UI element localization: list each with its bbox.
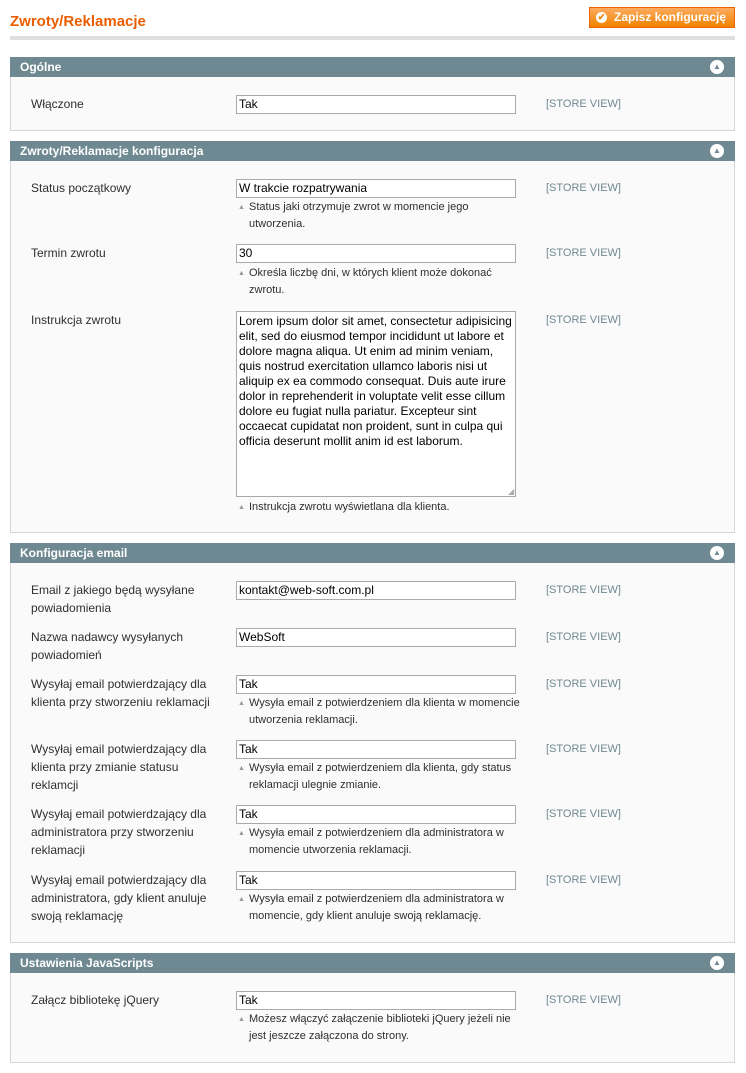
save-config-button[interactable] bbox=[589, 7, 735, 28]
collapse-arrow-up-icon[interactable]: ▲ bbox=[710, 956, 724, 970]
initial-status-select[interactable]: W trakcie rozpatrywania bbox=[236, 179, 516, 198]
triangle-up-icon: ▲ bbox=[238, 700, 245, 707]
field-label: Email z jakiego będą wysyłane powiadomienia bbox=[31, 583, 195, 615]
jquery-select[interactable]: Tak bbox=[236, 991, 516, 1010]
section-general-title: Ogólne bbox=[20, 60, 62, 74]
field-label: Status początkowy bbox=[31, 181, 132, 195]
scope-label: [STORE VIEW] bbox=[546, 808, 621, 820]
save-config-label: Zapisz konfigurację bbox=[614, 10, 727, 24]
triangle-up-icon: ▲ bbox=[238, 896, 245, 903]
scope-label: [STORE VIEW] bbox=[546, 678, 621, 690]
field-note bbox=[236, 891, 526, 925]
section-general bbox=[10, 57, 735, 131]
field-note-text: Status jaki otrzymuje zwrot w momencie jego utworzenia. bbox=[249, 201, 469, 230]
field-note bbox=[236, 499, 526, 516]
field-label: Termin zwrotu bbox=[31, 246, 106, 260]
scope-label: [STORE VIEW] bbox=[546, 314, 621, 326]
check-circle-icon: ✔ bbox=[597, 12, 606, 22]
confirm-admin-create-select[interactable]: Tak bbox=[236, 805, 516, 824]
section-returns bbox=[10, 141, 735, 533]
section-javascripts-header[interactable] bbox=[10, 953, 735, 973]
collapse-arrow-up-icon[interactable]: ▲ bbox=[710, 144, 724, 158]
field-note bbox=[236, 265, 526, 299]
scope-label: [STORE VIEW] bbox=[546, 247, 621, 259]
field-note-text: Wysyła email z potwierdzeniem dla klienta w momencie utworzenia reklamacji. bbox=[249, 697, 520, 726]
triangle-up-icon: ▲ bbox=[238, 830, 245, 837]
field-label: Wysyłaj email potwierdzający dla klienta przy stworzeniu reklamacji bbox=[31, 677, 210, 709]
scope-label: [STORE VIEW] bbox=[546, 743, 621, 755]
resize-grip-icon[interactable]: ◢ bbox=[508, 487, 515, 496]
section-general-header[interactable] bbox=[10, 57, 735, 77]
field-note bbox=[236, 760, 526, 794]
triangle-up-icon: ▲ bbox=[238, 1016, 245, 1023]
triangle-up-icon: ▲ bbox=[238, 765, 245, 772]
triangle-up-icon: ▲ bbox=[238, 504, 245, 511]
field-label: Wysyłaj email potwierdzający dla administratora przy stworzeniu reklamacji bbox=[31, 807, 207, 857]
field-label: Włączone bbox=[31, 97, 84, 111]
section-javascripts bbox=[10, 953, 735, 1063]
field-note bbox=[236, 1011, 526, 1045]
scope-label: [STORE VIEW] bbox=[546, 994, 621, 1006]
field-note-text: Możesz włączyć załączenie biblioteki jQuery jeżeli nie jest jeszcze załączona do strony. bbox=[249, 1013, 511, 1042]
section-email bbox=[10, 543, 735, 943]
field-label: Instrukcja zwrotu bbox=[31, 313, 122, 327]
field-note-text: Wysyła email z potwierdzeniem dla klienta, gdy status reklamacji ulegnie zmianie. bbox=[249, 762, 512, 791]
instruction-textarea[interactable] bbox=[236, 311, 516, 497]
scope-label: [STORE VIEW] bbox=[546, 874, 621, 886]
sender-email-input[interactable]: kontakt@web-soft.com.pl bbox=[236, 581, 516, 600]
field-label: Nazwa nadawcy wysyłanych powiadomień bbox=[31, 630, 184, 662]
section-returns-title: Zwroty/Reklamacje konfiguracja bbox=[20, 144, 204, 158]
triangle-up-icon: ▲ bbox=[238, 270, 245, 277]
page-title: Zwroty/Reklamacje bbox=[10, 13, 146, 30]
field-note-text: Instrukcja zwrotu wyświetlana dla klienta. bbox=[249, 501, 450, 513]
field-note-text: Określa liczbę dni, w których klient może dokonać zwrotu. bbox=[249, 267, 492, 296]
scope-label: [STORE VIEW] bbox=[546, 98, 621, 110]
instruction-text: Lorem ipsum dolor sit amet, consectetur adipisicing elit, sed do eiusmod tempor incididunt ut labore et dolore magna aliqua. Ut enim ad minim veniam, quis nostrud exercitation ullamco laboris nisi ut aliquip ex ea commodo consequat. Duis aute irure dolor in reprehenderit in voluptate velit esse cillum dolore eu fugiat nulla pariatur. Excepteur sint occaecat cupidatat non proident, sunt in culpa qui officia deserunt mollit anim id est laborum. bbox=[239, 314, 512, 448]
collapse-arrow-up-icon[interactable]: ▲ bbox=[710, 60, 724, 74]
field-note bbox=[236, 199, 526, 233]
confirm-admin-cancel-select[interactable]: Tak bbox=[236, 871, 516, 890]
header-divider bbox=[10, 36, 735, 40]
section-javascripts-title: Ustawienia JavaScripts bbox=[20, 956, 154, 970]
confirm-customer-create-select[interactable]: Tak bbox=[236, 675, 516, 694]
page-header bbox=[0, 0, 746, 36]
scope-label: [STORE VIEW] bbox=[546, 631, 621, 643]
sender-name-input[interactable]: WebSoft bbox=[236, 628, 516, 647]
section-email-header[interactable] bbox=[10, 543, 735, 563]
scope-label: [STORE VIEW] bbox=[546, 584, 621, 596]
field-label: Wysyłaj email potwierdzający dla klienta przy zmianie statusu reklamcji bbox=[31, 742, 207, 792]
return-term-input[interactable]: 30 bbox=[236, 244, 516, 263]
confirm-customer-status-select[interactable]: Tak bbox=[236, 740, 516, 759]
field-note-text: Wysyła email z potwierdzeniem dla administratora w momencie utworzenia reklamacji. bbox=[249, 827, 504, 856]
section-returns-header[interactable] bbox=[10, 141, 735, 161]
triangle-up-icon: ▲ bbox=[238, 204, 245, 211]
field-note-text: Wysyła email z potwierdzeniem dla administratora w momencie, gdy klient anuluje swoją reklamację. bbox=[249, 893, 504, 922]
field-note bbox=[236, 695, 526, 729]
enabled-select[interactable]: Tak bbox=[236, 95, 516, 114]
field-label: Załącz bibliotekę jQuery bbox=[31, 993, 160, 1007]
field-note bbox=[236, 825, 526, 859]
section-email-title: Konfiguracja email bbox=[20, 546, 128, 560]
field-label: Wysyłaj email potwierdzający dla administratora, gdy klient anuluje swoją reklamację bbox=[31, 873, 207, 923]
scope-label: [STORE VIEW] bbox=[546, 182, 621, 194]
collapse-arrow-up-icon[interactable]: ▲ bbox=[710, 546, 724, 560]
